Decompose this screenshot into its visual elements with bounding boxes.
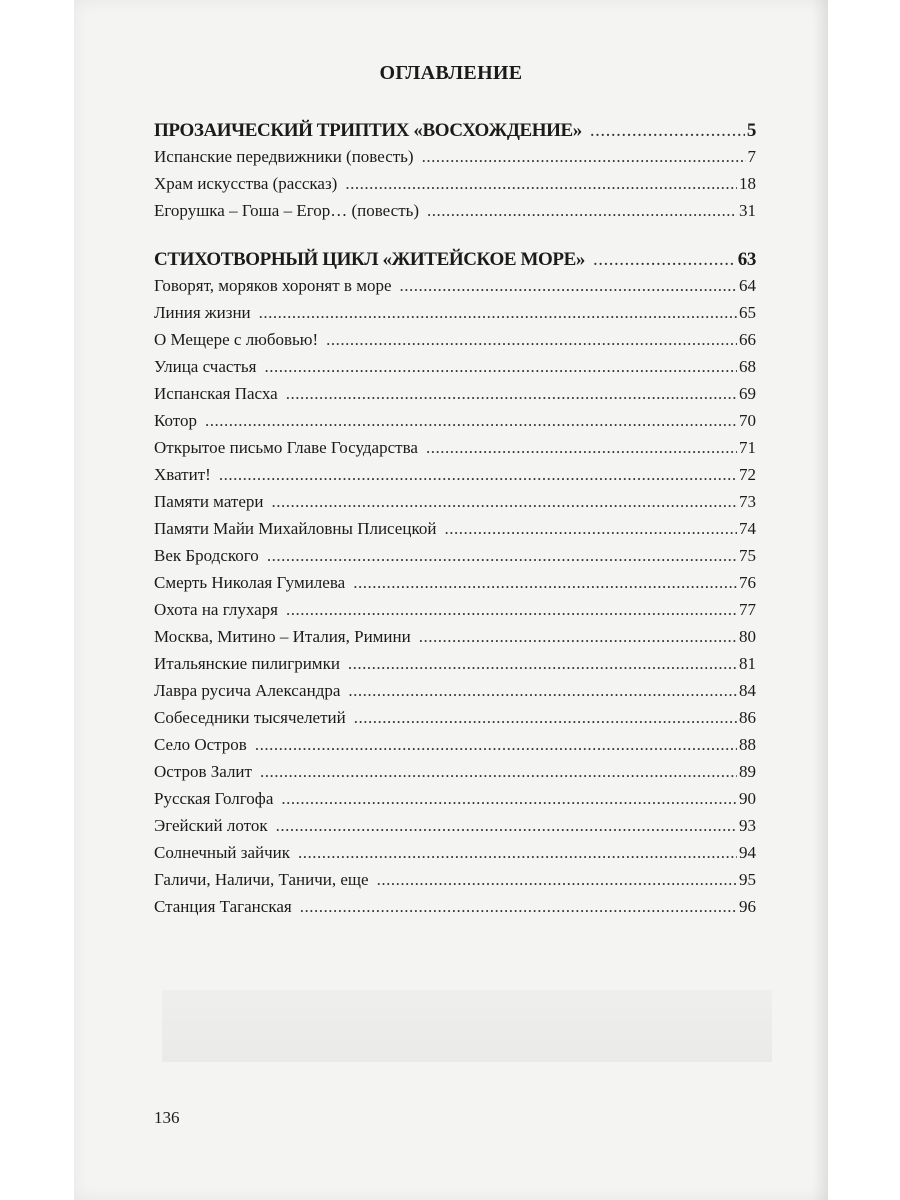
- dot-leader: [286, 384, 737, 404]
- toc-entry-title: Станция Таганская: [154, 897, 292, 916]
- toc-entry-title: О Мещере с любовью!: [154, 330, 319, 349]
- toc-entry: [154, 816, 756, 843]
- toc-entry-title: Москва, Митино – Италия, Римини: [154, 627, 411, 646]
- dot-leader: [348, 681, 737, 701]
- toc-entry-page: 7: [747, 147, 756, 166]
- toc-entry-title: Памяти Майи Михайловны Плисецкой: [154, 519, 437, 538]
- toc-entry-title: Улица счастья: [154, 357, 257, 376]
- toc-entry: [154, 519, 756, 546]
- toc-entry-title: Линия жизни: [154, 303, 251, 322]
- toc-section: [154, 120, 756, 147]
- dot-leader: [259, 303, 737, 323]
- toc-entry-page: 72: [739, 465, 756, 484]
- dot-leader: [400, 276, 738, 296]
- dot-leader: [219, 465, 737, 485]
- toc-entry-title: Собеседники тысячелетий: [154, 708, 346, 727]
- toc-entry-title: Остров Залит: [154, 762, 252, 781]
- toc-entry-title: Русская Голгофа: [154, 789, 274, 808]
- toc-entry-title: Охота на глухаря: [154, 600, 278, 619]
- toc-entry-page: 88: [739, 735, 756, 754]
- toc-entry: [154, 654, 756, 681]
- toc-entry-title: Егорушка – Гоша – Егор… (повесть): [154, 201, 420, 220]
- toc-entry-page: 65: [739, 303, 756, 322]
- toc-entry-page: 76: [739, 573, 756, 592]
- toc-entry-page: 86: [739, 708, 756, 727]
- toc-entry: [154, 789, 756, 816]
- toc-entry-title: Эгейский лоток: [154, 816, 268, 835]
- dot-leader: [300, 897, 737, 917]
- toc-entry: [154, 147, 756, 174]
- toc-entry-page: 71: [739, 438, 756, 457]
- toc-entry-title: Памяти матери: [154, 492, 264, 511]
- dot-leader: [419, 627, 737, 647]
- toc-entry-page: 69: [739, 384, 756, 403]
- toc-entry: [154, 573, 756, 600]
- toc-entry-title: Галичи, Наличи, Таничи, еще: [154, 870, 369, 889]
- toc-entry: [154, 627, 756, 654]
- dot-leader: [272, 492, 738, 512]
- toc-entry-page: 77: [739, 600, 756, 619]
- toc-entry-page: 94: [739, 843, 756, 862]
- toc-entry-page: 84: [739, 681, 756, 700]
- bleed-through-shadow: [162, 990, 772, 1062]
- toc-entry-title: Испанская Пасха: [154, 384, 278, 403]
- toc-entry-page: 66: [739, 330, 756, 349]
- toc-entry: [154, 708, 756, 735]
- page-edge-shadow: [812, 0, 828, 1200]
- toc-entry: [154, 600, 756, 627]
- dot-leader: [353, 573, 737, 593]
- toc-entry: [154, 870, 756, 897]
- toc-entry: [154, 735, 756, 762]
- toc-entry-title: Котор: [154, 411, 197, 430]
- toc-entry-page: 64: [739, 276, 756, 295]
- table-of-contents: [154, 120, 756, 924]
- toc-entry-title: Говорят, моряков хоронят в море: [154, 276, 392, 295]
- toc-entry: [154, 357, 756, 384]
- book-page: [74, 0, 828, 1200]
- toc-entry-page: 93: [739, 816, 756, 835]
- dot-leader: [348, 654, 737, 674]
- toc-entry: [154, 762, 756, 789]
- toc-entry-page: 81: [739, 654, 756, 673]
- dot-leader: [377, 870, 737, 890]
- dot-leader: [205, 411, 737, 431]
- dot-leader: [426, 438, 737, 458]
- toc-entry-title: СТИХОТВОРНЫЙ ЦИКЛ «ЖИТЕЙСКОЕ МОРЕ»: [154, 249, 585, 270]
- toc-entry: [154, 465, 756, 492]
- dot-leader: [593, 249, 736, 271]
- toc-entry-page: 31: [739, 201, 756, 220]
- dot-leader: [427, 201, 737, 221]
- toc-entry-page: 80: [739, 627, 756, 646]
- dot-leader: [298, 843, 737, 863]
- toc-entry: [154, 174, 756, 201]
- toc-entry-page: 96: [739, 897, 756, 916]
- toc-entry: [154, 492, 756, 519]
- toc-entry-page: 74: [739, 519, 756, 538]
- dot-leader: [354, 708, 737, 728]
- toc-entry-title: Век Бродского: [154, 546, 259, 565]
- toc-entry: [154, 384, 756, 411]
- toc-entry-page: 73: [739, 492, 756, 511]
- toc-entry-title: Хватит!: [154, 465, 211, 484]
- toc-entry: [154, 303, 756, 330]
- toc-entry-title: Село Остров: [154, 735, 247, 754]
- dot-leader: [345, 174, 737, 194]
- dot-leader: [281, 789, 737, 809]
- toc-heading: ОГЛАВЛЕНИЕ: [379, 62, 523, 84]
- toc-entry-page: 89: [739, 762, 756, 781]
- toc-entry: [154, 438, 756, 465]
- dot-leader: [260, 762, 737, 782]
- dot-leader: [422, 147, 746, 167]
- toc-section: [154, 249, 756, 276]
- dot-leader: [326, 330, 737, 350]
- toc-entry: [154, 276, 756, 303]
- dot-leader: [590, 120, 745, 142]
- toc-entry: [154, 897, 756, 924]
- dot-leader: [264, 357, 737, 377]
- toc-entry-page: 95: [739, 870, 756, 889]
- dot-leader: [276, 816, 737, 836]
- toc-entry-page: 63: [737, 249, 756, 270]
- toc-entry: [154, 330, 756, 357]
- toc-entry-page: 90: [739, 789, 756, 808]
- toc-entry: [154, 201, 756, 228]
- toc-entry-title: Испанские передвижники (повесть): [154, 147, 414, 166]
- page-number: 136: [154, 1108, 180, 1127]
- toc-entry-title: Солнечный зайчик: [154, 843, 290, 862]
- toc-entry-title: Итальянские пилигримки: [154, 654, 340, 673]
- toc-entry: [154, 546, 756, 573]
- dot-leader: [444, 519, 737, 539]
- toc-entry-title: ПРОЗАИЧЕСКИЙ ТРИПТИХ «ВОСХОЖДЕНИЕ»: [154, 120, 582, 141]
- toc-entry-title: Открытое письмо Главе Государства: [154, 438, 418, 457]
- toc-entry-page: 70: [739, 411, 756, 430]
- toc-entry-page: 75: [739, 546, 756, 565]
- toc-entry-title: Лавра русича Александра: [154, 681, 341, 700]
- dot-leader: [255, 735, 737, 755]
- toc-entry-page: 5: [746, 120, 756, 141]
- toc-entry-title: Храм искусства (рассказ): [154, 174, 338, 193]
- toc-entry: [154, 411, 756, 438]
- toc-entry: [154, 843, 756, 870]
- toc-entry-page: 68: [739, 357, 756, 376]
- dot-leader: [267, 546, 737, 566]
- dot-leader: [286, 600, 737, 620]
- toc-entry-title: Смерть Николая Гумилева: [154, 573, 346, 592]
- toc-entry-page: 18: [739, 174, 756, 193]
- toc-entry: [154, 681, 756, 708]
